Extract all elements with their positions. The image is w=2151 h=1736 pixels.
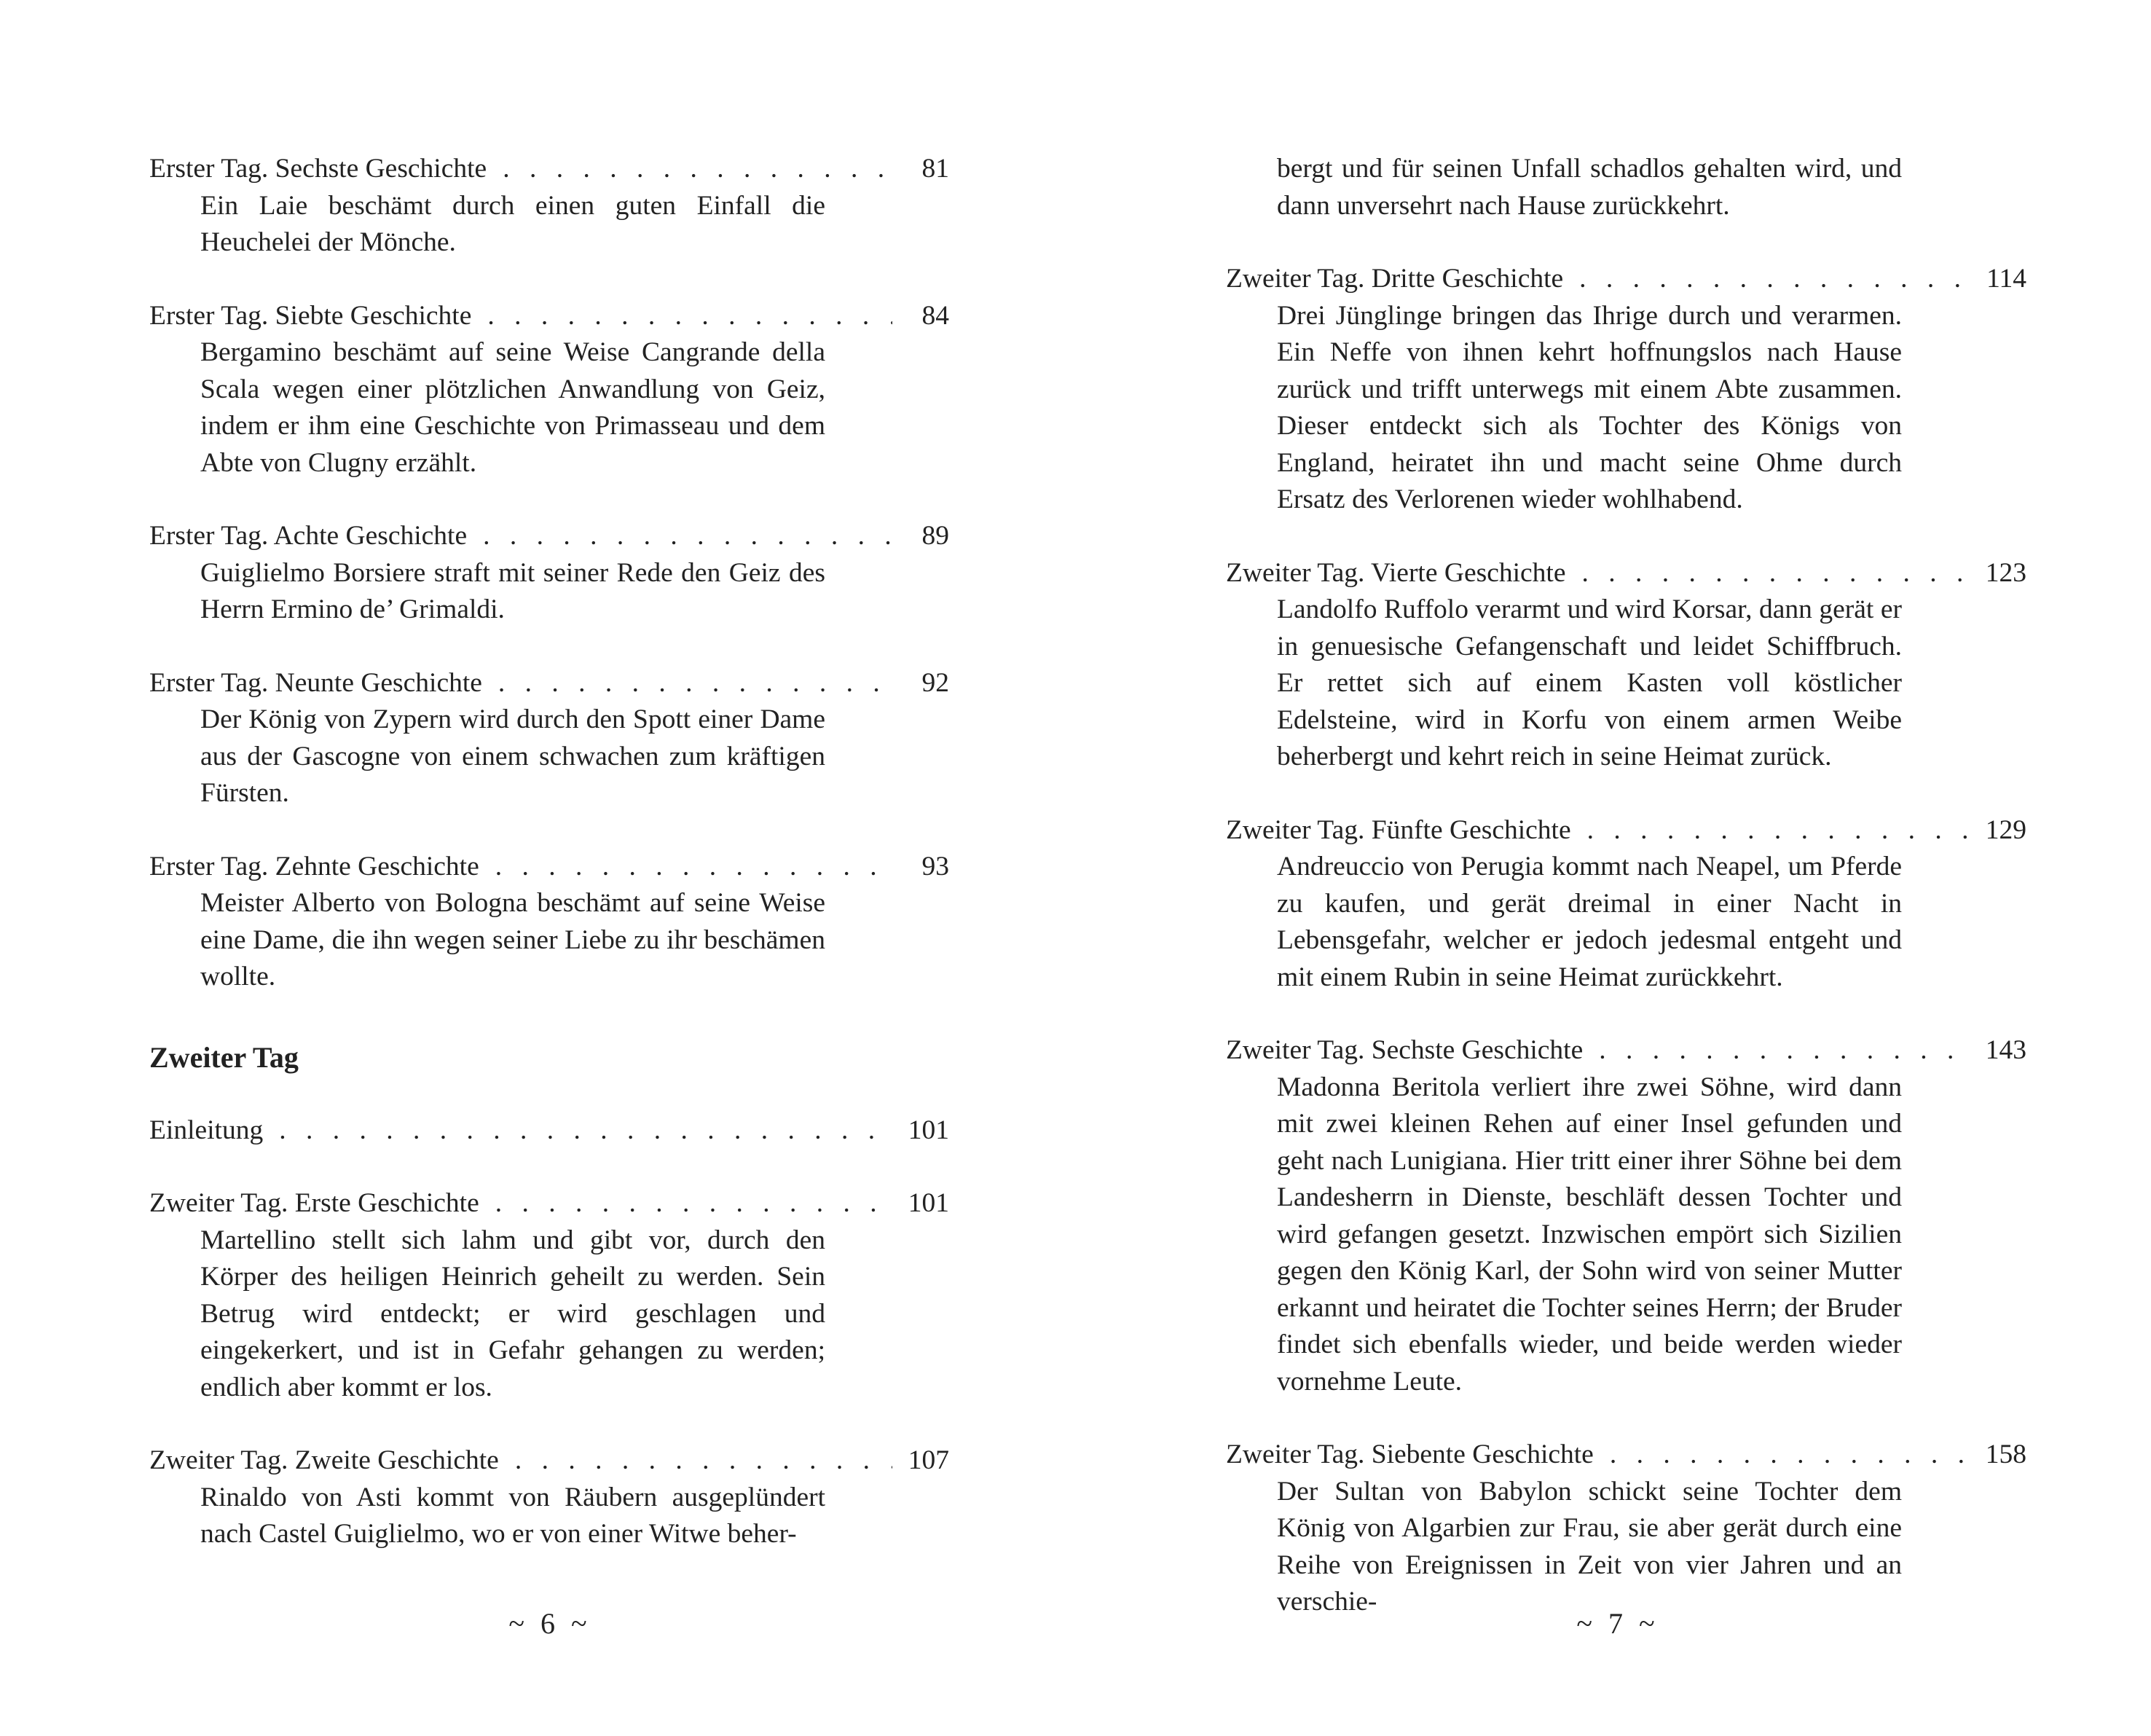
toc-entry-heading [1226,555,2026,592]
right-page [1075,0,2150,1736]
entry-summary: Ein Laie beschämt durch einen guten Einfall die Heuchelei der Mönche. [200,190,825,257]
entry-summary: Guiglielmo Borsiere straft mit seiner Rede den Geiz des Herrn Ermino de’ Grimaldi. [200,557,825,624]
entry-title: Erster Tag. Neunte Geschichte [149,667,482,698]
toc-entry [149,849,949,996]
toc-entry-heading [149,665,949,702]
table-of-contents-right [1226,151,2026,1657]
page-number: 84 [921,300,949,331]
dot-leader [1599,1032,1970,1069]
entry-title: Zweiter Tag. Fünfte Geschichte [1226,814,1571,845]
entry-summary: Drei Jünglinge bringen das Ihrige durch und verarmen. Ein Neffe von ihnen kehrt hoffnungslos nach Hause zurück und trifft unterwegs mit einem Abte zusammen. Dieser entdeckt sich als Tochter des Königs von England, heiratet ihn und macht seine Ohme durch Ersatz des Verlorenen wieder wohlhabend. [1277,300,1902,514]
continued-summary [1226,151,2026,224]
page-number: 123 [1985,557,2026,588]
toc-entry [1226,812,2026,997]
entry-title: Erster Tag. Zehnte Geschichte [149,851,479,881]
dot-leader [279,1112,892,1150]
toc-entry [149,298,949,482]
toc-entry-heading [149,298,949,335]
toc-entry-heading [149,518,949,555]
page-folio: ~ 7 ~ [1576,1607,1659,1640]
toc-entry-heading [149,1442,949,1480]
toc-entry-heading [149,849,949,886]
entry-summary: Madonna Beritola verliert ihre zwei Söhne, wird dann mit zwei kleinen Rehen auf einer Insel gefunden und geht nach Lunigiana. Hier tritt einer ihrer Söhne bei dem Landesherrn in Dienste, beschläft dessen Tochter und wird gefangen gesetzt. Inzwischen empört sich Sizilien gegen den König Karl, der Sohn wird von seiner Mutter erkannt und heiratet die Tochter seines Herrn; der Bruder findet sich ebenfalls wieder, und beide werden wieder vornehme Leute. [1277,1072,1902,1397]
toc-entry-heading [1226,1437,2026,1474]
entry-title: Zweiter Tag. Vierte Geschichte [1226,557,1566,588]
page-number: 158 [1985,1440,2026,1469]
entry-summary: Landolfo Ruffolo verarmt und wird Korsar, dann gerät er in genuesische Gefangenschaft und leidet Schiffbruch. Er rettet sich auf einem Kasten voll köstlicher Edelsteine, wird in Korfu von einem armen Weibe beherbergt und kehrt reich in seine Heimat zurück. [1277,594,1902,771]
continued-text: bergt und für seinen Unfall schadlos gehalten wird, und dann unversehrt nach Hause zurückkehrt. [1277,154,1902,221]
page-number: 114 [1986,264,2026,294]
toc-entry-heading [149,1185,949,1222]
entry-title: Erster Tag. Sechste Geschichte [149,154,487,184]
table-of-contents-left [149,151,949,1590]
toc-entry-heading [1226,1032,2026,1069]
dot-leader [498,665,892,702]
toc-entry [1226,1437,2026,1621]
entry-summary: Der Sultan von Babylon schickt seine Tochter dem König von Algarbien zur Frau, sie aber gerät durch eine Reihe von Ereignissen in Zeit von vier Jahren und an verschie- [1277,1476,1902,1617]
toc-entry-heading [1226,261,2026,298]
dot-leader [483,518,892,555]
toc-entry-heading [149,151,949,188]
page-number: 89 [921,521,949,551]
entry-title: Erster Tag. Siebte Geschichte [149,300,472,331]
page-number: 143 [1985,1035,2026,1065]
toc-entry [1226,555,2026,776]
dot-leader [1581,555,1970,592]
toc-entry [1226,261,2026,519]
dot-leader [495,849,892,886]
dot-leader [495,1185,892,1222]
entry-title: Zweiter Tag. Zweite Geschichte [149,1445,499,1475]
page-number: 92 [921,667,949,698]
page-number: 107 [908,1445,949,1475]
toc-entry-heading [149,1112,949,1150]
page-number: 101 [908,1188,949,1218]
page-number: 129 [1985,814,2026,845]
section-heading: Zweiter Tag [149,1040,299,1074]
page-number: 81 [921,154,949,184]
toc-entry [1226,1032,2026,1400]
toc-entry [149,1112,949,1150]
toc-entry [149,1442,949,1553]
entry-summary: Martellino stellt sich lahm und gibt vor, durch den Körper des heiligen Heinrich geheilt zu werden. Sein Betrug wird entdeckt; er wird geschlagen und eingekerkert, und ist in Gefahr gehangen zu werden; endlich aber kommt er los. [200,1225,825,1402]
entry-title: Zweiter Tag. Erste Geschichte [149,1188,479,1218]
page-folio: ~ 6 ~ [508,1607,591,1640]
entry-title: Zweiter Tag. Sechste Geschichte [1226,1035,1584,1065]
left-page [0,0,1075,1736]
entry-title: Einleitung [149,1115,264,1145]
dot-leader [1610,1437,1970,1474]
entry-summary: Andreuccio von Perugia kommt nach Neapel, um Pferde zu kaufen, und gerät dreimal in einer Nacht in Lebensgefahr, welcher er jedoch jedesmal entgeht und mit einem Rubin in seine Heimat zurückkehrt. [1277,852,1902,992]
toc-entry [149,665,949,812]
toc-entry [149,1185,949,1406]
dot-leader [1587,812,1970,849]
page-number: 101 [908,1115,949,1145]
entry-title: Zweiter Tag. Dritte Geschichte [1226,264,1564,294]
dot-leader [503,151,892,188]
page-number: 93 [921,851,949,881]
entry-summary: Meister Alberto von Bologna beschämt auf seine Weise eine Dame, die ihn wegen seiner Liebe zu ihr beschämen wollte. [200,888,825,991]
toc-entry [149,151,949,262]
entry-summary: Der König von Zypern wird durch den Spott einer Dame aus der Gascogne von einem schwachen zum kräftigen Fürsten. [200,704,825,808]
entry-title: Zweiter Tag. Siebente Geschichte [1226,1440,1594,1469]
dot-leader [1579,261,1970,298]
toc-entry-heading [1226,812,2026,849]
entry-summary: Rinaldo von Asti kommt von Räubern ausgeplündert nach Castel Guiglielmo, wo er von einer Witwe beher- [200,1482,825,1549]
entry-title: Erster Tag. Achte Geschichte [149,521,468,551]
entry-summary: Bergamino beschämt auf seine Weise Cangrande della Scala wegen einer plötzlichen Anwandlung von Geiz, indem er ihm eine Geschichte von Primasseau und dem Abte von Clugny erzählt. [200,337,825,478]
dot-leader [487,298,892,335]
toc-entry [149,518,949,629]
dot-leader [515,1442,892,1480]
